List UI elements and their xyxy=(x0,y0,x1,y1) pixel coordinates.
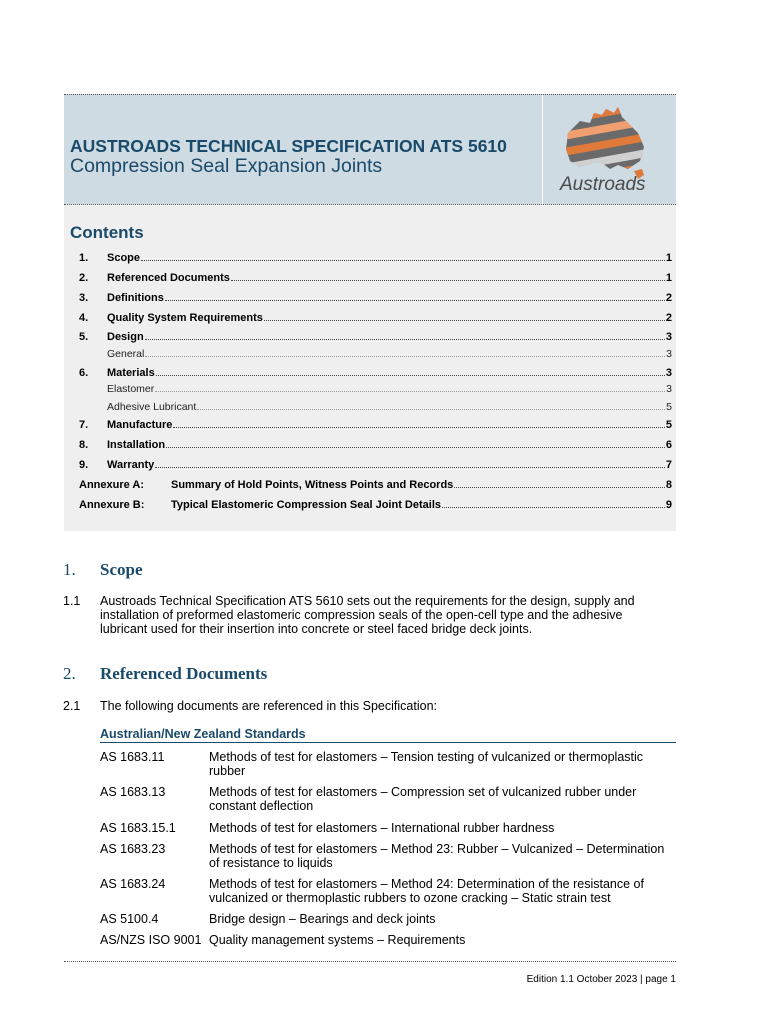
toc-item-materials[interactable] xyxy=(64,363,674,379)
toc-page: 6 xyxy=(665,439,672,451)
toc-leader xyxy=(173,426,664,428)
document-header xyxy=(64,94,676,206)
toc-page: 3 xyxy=(665,367,672,379)
toc-leader xyxy=(155,390,665,392)
toc-item-annexure-a[interactable] xyxy=(64,475,674,491)
logo-wordmark: Austroads xyxy=(560,174,646,195)
section-number: 1. xyxy=(63,560,76,579)
toc-leader xyxy=(145,338,665,340)
toc-page: 5 xyxy=(666,401,672,413)
toc-num: 7. xyxy=(79,419,89,431)
toc-label: Scope xyxy=(107,252,141,264)
toc-leader xyxy=(165,299,665,301)
section-heading-referenced-documents xyxy=(63,664,267,684)
footer-divider xyxy=(64,961,676,962)
paragraph-text: Austroads Technical Specification ATS 5610 sets out the requirements for the design, supply and installation of preformed elastomeric compression seals of the open-cell type and the adhesive lubricant used for their insertion into concrete or steel faced bridge deck joints. xyxy=(100,594,635,636)
contents-title: Contents xyxy=(70,223,144,242)
standard-code: AS 1683.15.1 xyxy=(100,821,176,835)
standard-description: Methods of test for elastomers – Tension testing of vulcanized or thermoplastic rubber xyxy=(209,750,644,778)
toc-leader xyxy=(141,259,665,261)
toc-page: 1 xyxy=(665,252,672,264)
section-title: Referenced Documents xyxy=(100,664,268,683)
toc-page: 2 xyxy=(665,292,672,304)
austroads-logo xyxy=(554,101,672,201)
toc-page: 3 xyxy=(665,331,672,343)
standard-description: Quality management systems – Requirements xyxy=(209,933,466,947)
toc-label: Definitions xyxy=(107,292,164,304)
toc-page: 3 xyxy=(666,348,672,360)
toc-num: 2. xyxy=(79,272,89,284)
toc-leader xyxy=(156,374,665,376)
section-title: Scope xyxy=(100,560,143,579)
toc-leader xyxy=(454,486,665,488)
toc-page: 1 xyxy=(665,272,672,284)
paragraph-number: 2.1 xyxy=(63,699,81,713)
toc-label: Referenced Documents xyxy=(107,272,230,284)
standard-code: AS 1683.11 xyxy=(100,750,165,764)
standard-description: Bridge design – Bearings and deck joints xyxy=(209,912,436,926)
toc-num: 8. xyxy=(79,439,89,451)
toc-item-annexure-b[interactable] xyxy=(64,495,674,511)
toc-item-design[interactable] xyxy=(64,327,674,343)
paragraph-number: 1.1 xyxy=(63,594,81,608)
toc-label: Typical Elastomeric Compression Seal Joint Details xyxy=(171,499,441,511)
toc-page: 5 xyxy=(665,419,672,431)
toc-num: 4. xyxy=(79,312,89,324)
table-of-contents xyxy=(64,204,676,531)
page-footer: Edition 1.1 October 2023 | page 1 xyxy=(526,974,676,985)
toc-label: Materials xyxy=(107,367,155,379)
toc-item-general[interactable] xyxy=(64,344,674,360)
toc-item-manufacture[interactable] xyxy=(64,415,674,431)
toc-leader xyxy=(145,355,665,357)
toc-item-warranty[interactable] xyxy=(64,455,674,471)
toc-label: Elastomer xyxy=(107,383,155,395)
standard-code: AS 1683.23 xyxy=(100,842,166,856)
toc-label: Design xyxy=(107,331,144,343)
toc-num: 6. xyxy=(79,367,89,379)
standards-group-title: Australian/New Zealand Standards xyxy=(100,727,676,743)
standard-code: AS 1683.24 xyxy=(100,877,166,891)
toc-item-adhesive-lubricant[interactable] xyxy=(64,397,674,413)
standard-code: AS 1683.13 xyxy=(100,785,166,799)
toc-leader xyxy=(166,446,665,448)
standard-code: AS 5100.4 xyxy=(100,912,159,926)
toc-label: Adhesive Lubricant xyxy=(107,401,197,413)
standard-description: Methods of test for elastomers – Method 24: Determination of the resistance of vulcanized or thermoplastic rubbers to ozone cracking – Static strain test xyxy=(209,877,644,905)
toc-leader xyxy=(264,319,665,321)
toc-page: 8 xyxy=(665,479,672,491)
toc-label: Warranty xyxy=(107,459,155,471)
toc-leader xyxy=(197,408,665,410)
toc-page: 9 xyxy=(665,499,672,511)
standard-description: Methods of test for elastomers – International rubber hardness xyxy=(209,821,555,835)
standard-description: Methods of test for elastomers – Compression set of vulcanized rubber under constant deflection xyxy=(209,785,637,813)
toc-item-elastomer[interactable] xyxy=(64,379,674,395)
toc-label: Summary of Hold Points, Witness Points and Records xyxy=(171,479,454,491)
toc-item-quality-system[interactable] xyxy=(64,308,674,324)
section-number: 2. xyxy=(63,664,76,683)
toc-num: 1. xyxy=(79,252,89,264)
paragraph-text: The following documents are referenced in this Specification: xyxy=(100,699,437,713)
spec-title: AUSTROADS TECHNICAL SPECIFICATION ATS 5610 xyxy=(70,136,507,156)
toc-num: Annexure A: xyxy=(79,479,144,491)
toc-leader xyxy=(231,279,665,281)
toc-item-referenced-documents[interactable] xyxy=(64,268,674,284)
toc-leader xyxy=(442,506,665,508)
standard-description: Methods of test for elastomers – Method 23: Rubber – Vulcanized – Determination of resistance to liquids xyxy=(209,842,665,870)
toc-num: 5. xyxy=(79,331,89,343)
spec-subtitle: Compression Seal Expansion Joints xyxy=(70,155,383,177)
toc-num: Annexure B: xyxy=(79,499,145,511)
toc-num: 3. xyxy=(79,292,89,304)
toc-label: General xyxy=(107,348,145,360)
toc-label: Installation xyxy=(107,439,166,451)
toc-label: Manufacture xyxy=(107,419,173,431)
toc-item-definitions[interactable] xyxy=(64,288,674,304)
toc-page: 7 xyxy=(665,459,672,471)
toc-page: 3 xyxy=(666,383,672,395)
australia-map-logo-icon xyxy=(558,103,658,181)
header-divider xyxy=(542,95,543,205)
toc-item-installation[interactable] xyxy=(64,435,674,451)
standard-code: AS/NZS ISO 9001 xyxy=(100,933,202,947)
toc-page: 2 xyxy=(665,312,672,324)
section-heading-scope xyxy=(63,560,143,580)
toc-item-scope[interactable] xyxy=(64,248,674,264)
toc-label: Quality System Requirements xyxy=(107,312,263,324)
toc-num: 9. xyxy=(79,459,89,471)
toc-leader xyxy=(155,466,665,468)
